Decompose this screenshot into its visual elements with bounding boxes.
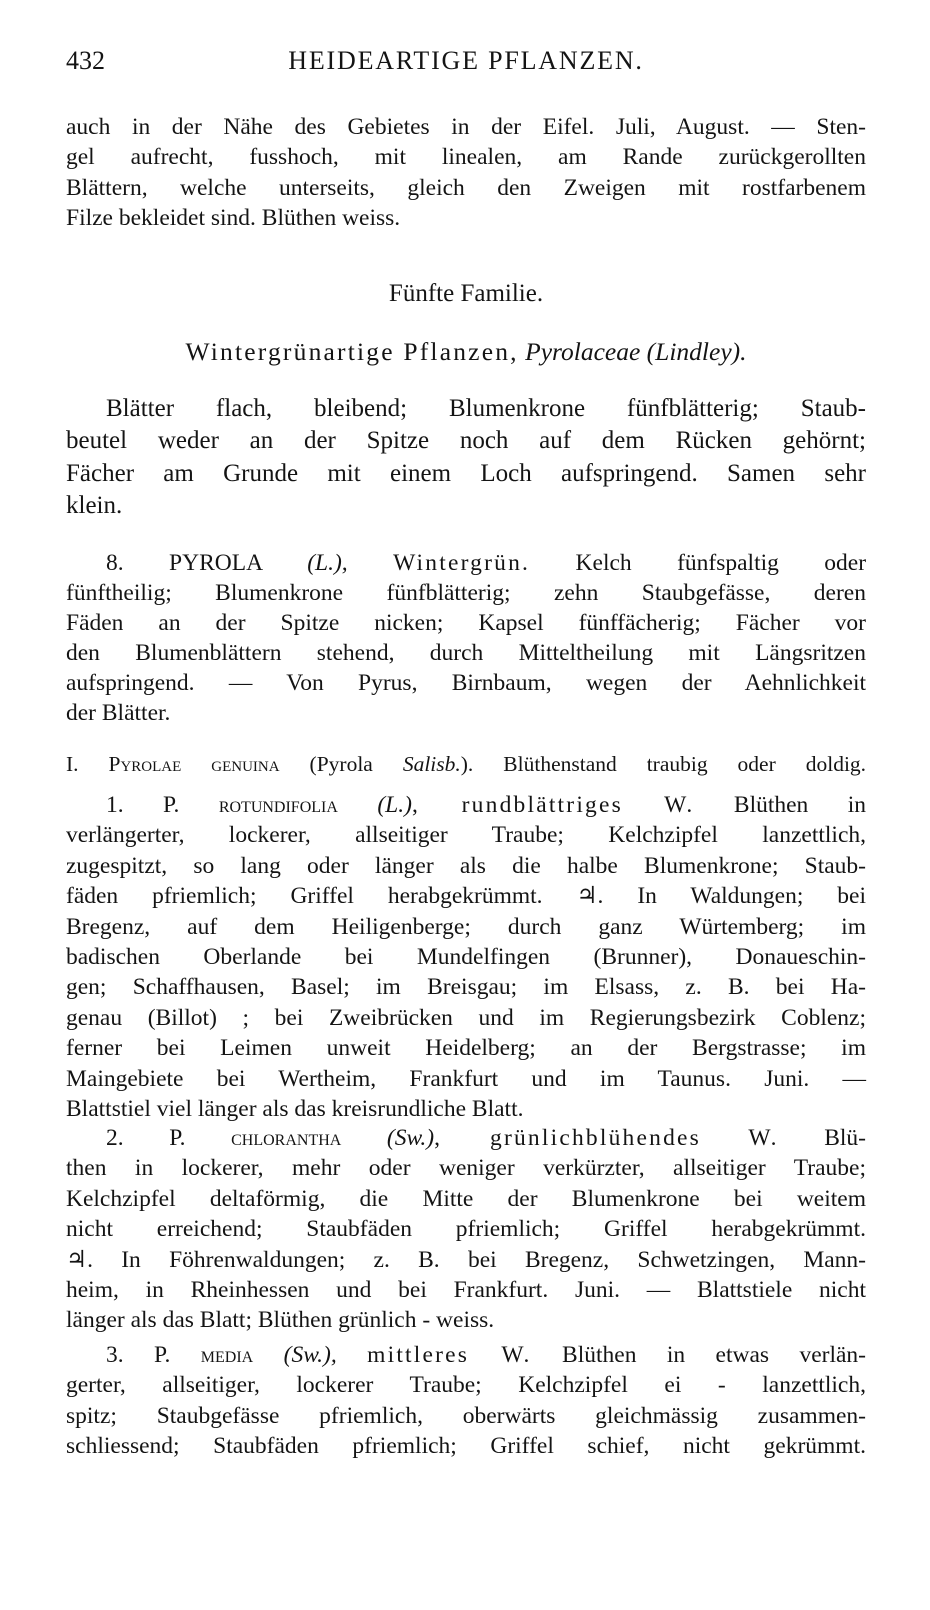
- text-line: auch in der Nähe des Gebietes in der Eifel. Juli, August. — Sten-: [66, 114, 866, 140]
- family-number: Fünfte Familie.: [388, 280, 544, 307]
- species-common-name: , rundblättriges W.: [411, 792, 695, 818]
- continuation-paragraph: [66, 112, 866, 234]
- text-line: schliessend; Staubfäden pfriemlich; Griffel schief, nicht gekrümmt.: [66, 1433, 866, 1460]
- text-line: beutel weder an der Spitze noch auf dem Rücken gehörnt;: [66, 427, 866, 455]
- text-line: fäden pfriemlich; Griffel herabgekrümmt. ♃. In Waldungen; bei: [66, 883, 866, 910]
- genus-name: PYROLA: [169, 550, 262, 576]
- text-line: Kelchzipfel deltaförmig, die Mitte der Blumenkrone bei weitem: [66, 1185, 866, 1212]
- text-line: Fäden an der Spitze nicken; Kapsel fünffächerig; Fächer vor: [66, 609, 866, 636]
- genus-number: 8.: [106, 550, 124, 576]
- text-line: gel aufrecht, fusshoch, mit linealen, am Rande zurückgerollten: [66, 144, 866, 171]
- family-name-latin: Pyrolaceae (Lindley).: [525, 337, 747, 366]
- text-line: den Blumenblättern stehend, durch Mitteltheilung mit Längsritzen: [66, 639, 866, 666]
- text-line: länger als das Blatt; Blüthen grünlich - weiss.: [66, 1307, 495, 1334]
- text-line: gen; Schaffhausen, Basel; im Breisgau; im Elsass, z. B. bei Ha-: [66, 974, 866, 1001]
- page-number: 432: [66, 46, 105, 75]
- species-epithet: chlorantha: [231, 1125, 342, 1151]
- family-description: [66, 393, 866, 522]
- family-title: [66, 334, 866, 370]
- text-line: nicht erreichend; Staubfäden pfriemlich; Griffel herabgekrümmt.: [66, 1216, 866, 1243]
- section-numeral: I.: [66, 752, 79, 776]
- family-name-german: Wintergrünartige Pflanzen,: [185, 337, 519, 366]
- species-heading-line: 3. P. media (Sw.), mittleres W. Blüthen in etwas verlän-: [106, 1342, 866, 1368]
- genus-heading-line: 8. PYROLA (L.), Wintergrün. Kelch fünfspaltig oder: [106, 550, 867, 576]
- text-line: fünftheilig; Blumenkrone fünfblätterig; zehn Staubgefässe, deren: [66, 579, 866, 606]
- text-line: heim, in Rheinhessen und bei Frankfurt. Juni. — Blattstiele nicht: [66, 1277, 866, 1304]
- text-line: gerter, allseitiger, lockerer Traube; Kelchzipfel ei - lanzettlich,: [66, 1372, 866, 1399]
- species-entry: [66, 1123, 866, 1336]
- running-title: HEIDEARTIGE PFLANZEN.: [288, 46, 644, 75]
- species-author: (Sw.),: [283, 1342, 337, 1368]
- species-heading-line: 2. P. chlorantha (Sw.), grünlichblühendes W. Blü-: [106, 1125, 866, 1151]
- text-line: ferner bei Leimen unweit Heidelberg; an der Bergstrasse; im: [66, 1035, 866, 1062]
- text-line: verlängerter, lockerer, allseitiger Traube; Kelchzipfel lanzettlich,: [66, 822, 866, 849]
- species-entry: [66, 1340, 866, 1462]
- species-author: (L.): [377, 792, 412, 818]
- text-line: der Blätter.: [66, 699, 171, 726]
- species-common-name: mittleres W.: [367, 1342, 532, 1368]
- section-author: Salisb.: [402, 752, 461, 776]
- species-heading-line: 1. P. rotundifolia (L.), rundblättriges W. Blüthen in: [106, 792, 866, 818]
- text-line: zugespitzt, so lang oder länger als die halbe Blumenkrone; Staub-: [66, 852, 866, 879]
- genus-common-name: Wintergrün.: [393, 550, 531, 576]
- genus-author: (L.),: [307, 550, 348, 576]
- text-line: Blättern, welche unterseits, gleich den Zweigen mit rostfarbenem: [66, 174, 866, 201]
- text-line: Blätter flach, bleibend; Blumenkrone fünfblätterig; Staub-: [106, 395, 866, 422]
- species-number: 1. P.: [106, 792, 180, 818]
- species-author: (Sw.): [386, 1125, 435, 1151]
- text-line: spitz; Staubgefässe pfriemlich, oberwärts gleichmässig zusammen-: [66, 1402, 866, 1429]
- species-entry: [66, 790, 866, 1124]
- text-line: klein.: [66, 491, 123, 519]
- text-line: genau (Billot) ; bei Zweibrücken und im Regierungsbezirk Coblenz;: [66, 1004, 866, 1031]
- text-line: ♃. In Föhrenwaldungen; z. B. bei Bregenz, Schwetzingen, Mann-: [66, 1246, 866, 1273]
- text-line: aufspringend. — Von Pyrus, Birnbaum, wegen der Aehnlichkeit: [66, 669, 866, 696]
- species-number: 2. P.: [106, 1125, 186, 1151]
- section-name: Pyrolae genuina: [108, 752, 280, 776]
- species-epithet: media: [200, 1342, 254, 1368]
- text-line: Fächer am Grunde mit einem Loch aufspringend. Samen sehr: [66, 459, 866, 487]
- genus-entry: [66, 549, 866, 728]
- section-heading: I. Pyrolae genuina (Pyrola Salisb.). Blüthenstand traubig oder doldig.: [66, 752, 867, 776]
- species-epithet: rotundifolia: [218, 792, 338, 818]
- text-line: Filze bekleidet sind. Blüthen weiss.: [66, 205, 401, 232]
- text-line: badischen Oberlande bei Mundelfingen (Brunner), Donaueschin-: [66, 944, 866, 971]
- species-number: 3. P.: [106, 1342, 171, 1368]
- text-line: then in lockerer, mehr oder weniger verkürzter, allseitiger Traube;: [66, 1155, 866, 1182]
- text-line: Blattstiel viel länger als das kreisrundliche Blatt.: [66, 1096, 524, 1123]
- section-text: Blüthenstand traubig oder doldig.: [503, 752, 867, 776]
- species-common-name: , grünlichblühendes W.: [434, 1125, 779, 1151]
- text-line: Bregenz, auf dem Heiligenberge; durch ganz Würtemberg; im: [66, 913, 866, 940]
- text-line: Maingebiete bei Wertheim, Frankfurt und im Taunus. Juni. —: [66, 1065, 866, 1092]
